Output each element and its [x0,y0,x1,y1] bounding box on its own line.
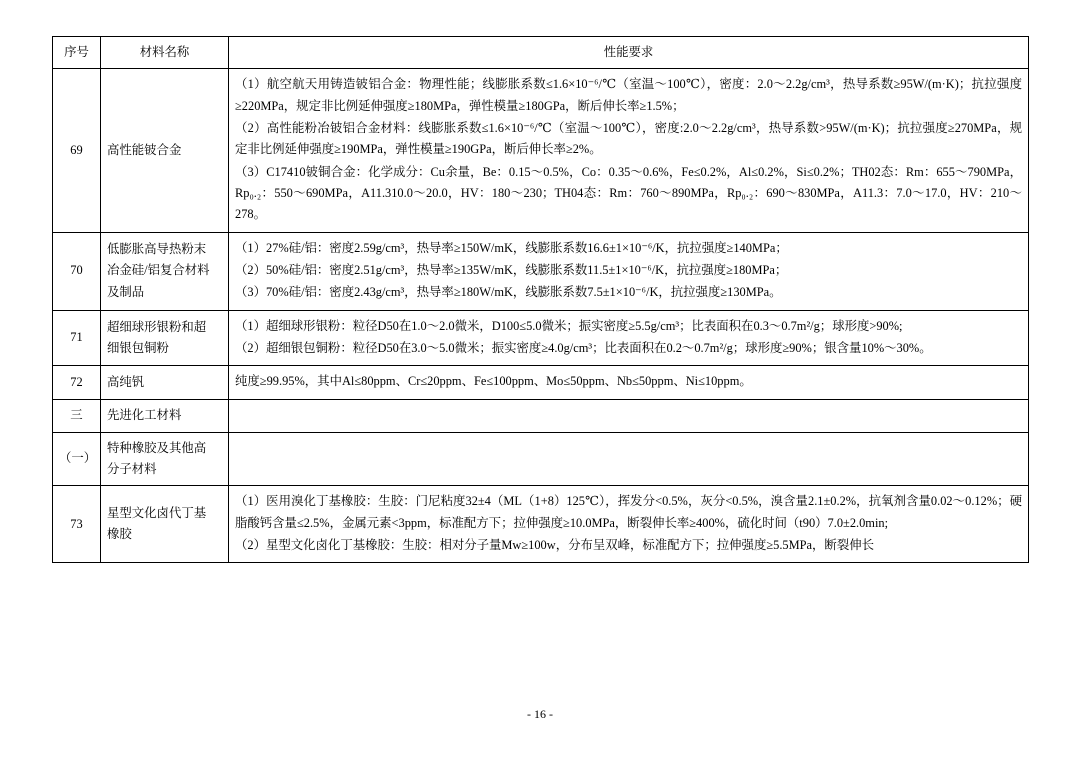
requirement-item: （2）星型文化卤化丁基橡胶：生胶：相对分子量Mw≥100w，分布呈双峰，标准配方下；拉伸强度≥5.5MPa，断裂伸长 [235,537,874,552]
requirement-item: （1）27%硅/铝：密度2.59g/cm³，热导率≥150W/mK，线膨胀系数16.6±1×10⁻⁶/K，抗拉强度≥140MPa； [235,240,788,255]
row-requirements [229,310,1029,366]
row-material-name [101,432,229,486]
requirement-item: （3）70%硅/铝：密度2.43g/cm³，热导率≥180W/mK，线膨胀系数7.5±1×10⁻⁶/K，抗拉强度≥130MPa。 [235,285,782,300]
row-requirements [229,399,1029,432]
page-number: - 16 - [527,707,553,721]
requirement-item: （2）高性能粉冶铍铝合金材料：线膨胀系数≤1.6×10⁻⁶/℃（室温～100℃），密度:2.0～2.2g/cm³，热导系数>95W/(m·K)；抗拉强度≥270MPa，规定非比例延伸强度≥190MPa，弹性模量≥190GPa，断后伸长率≥2%。 [235,120,1022,157]
row-material-name [101,366,229,399]
row-no: 70 [53,232,101,310]
material-name-line: 分子材料 [107,461,157,476]
table-row [53,310,1029,366]
material-name-line: 冶金硅/铝复合材料 [107,263,210,278]
material-name-line: 低膨胀高导热粉末 [107,242,207,257]
row-no: 73 [53,486,101,563]
table-row [53,399,1029,432]
requirement-item: （1）超细球形银粉：粒径D50在1.0～2.0微米，D100≤5.0微米；振实密度≥5.5g/cm³；比表面积在0.3～0.7m²/g；球形度>90%; [235,318,903,333]
material-name-line: 高纯钒 [107,374,145,389]
row-material-name [101,486,229,563]
requirement-item: （3）C17410铍铜合金：化学成分：Cu余量，Be：0.15～0.5%，Co：0.35～0.6%，Fe≤0.2%，Al≤0.2%，Si≤0.2%；TH02态：Rm：655～790MPa，Rp₀.₂：550～690MPa，A11.310.0～20.0，HV：180～230；TH04态：Rm：760～890MPa，Rp₀.₂：690～830MPa，A11.3：7.0～17.0，HV：210～278。 [235,164,1022,222]
row-requirements [229,432,1029,486]
material-name-line: 细银包铜粉 [107,340,169,355]
material-name-line: 特种橡胶及其他高 [107,440,207,455]
table-row [53,366,1029,399]
row-material-name [101,69,229,232]
row-no: 72 [53,366,101,399]
header-name: 材料名称 [101,37,229,69]
row-no: 71 [53,310,101,366]
row-no: 69 [53,69,101,232]
material-name-line: 及制品 [107,284,145,299]
material-name-line: 超细球形银粉和超 [107,319,207,334]
table-row [53,232,1029,310]
requirement-item: （1）航空航天用铸造铍铝合金：物理性能；线膨胀系数≤1.6×10⁻⁶/℃（室温～100℃），密度：2.0～2.2g/cm³，热导系数≥95W/(m·K)；抗拉强度≥220MPa，规定非比例延伸强度≥180MPa，弹性模量≥180GPa，断后伸长率≥1.5%； [235,77,1022,113]
row-no: （一） [53,432,101,486]
material-name-line: 先进化工材料 [107,407,182,422]
requirement-item: 纯度≥99.95%，其中Al≤80ppm、Cr≤20ppm、Fe≤100ppm、Mo≤50ppm、Nb≤50ppm、Ni≤10ppm。 [235,374,752,389]
table-row [53,486,1029,563]
table-row [53,69,1029,232]
table-row [53,432,1029,486]
row-no: 三 [53,399,101,432]
material-name-line: 星型文化卤代丁基 [107,505,207,520]
requirement-item: （2）超细银包铜粉：粒径D50在3.0～5.0微米；振实密度≥4.0g/cm³；比表面积在0.2～0.7m²/g；球形度≥90%；银含量10%～30%。 [235,340,932,355]
row-requirements [229,69,1029,232]
requirement-item: （1）医用溴化丁基橡胶：生胶：门尼粘度32±4（ML（1+8）125℃），挥发分<0.5%，灰分<0.5%，溴含量2.1±0.2%，抗氧剂含量0.02～0.12%；硬脂酸钙含量≤2.5%，金属元素<3ppm，标准配方下；拉伸强度≥10.0MPa，断裂伸长率≥400%，硫化时间（t90）7.0±2.0min; [235,494,1022,530]
row-material-name [101,310,229,366]
row-requirements [229,366,1029,399]
header-no: 序号 [53,37,101,69]
requirement-item: （2）50%硅/铝：密度2.51g/cm³，热导率≥135W/mK，线膨胀系数11.5±1×10⁻⁶/K，抗拉强度≥180MPa； [235,262,788,277]
materials-table [52,36,1029,563]
table-header [53,37,1029,69]
row-requirements [229,486,1029,563]
row-material-name [101,232,229,310]
row-requirements [229,232,1029,310]
row-material-name [101,399,229,432]
table-header-row [53,37,1029,69]
material-name-line: 高性能铍合金 [107,142,182,157]
material-name-line: 橡胶 [107,527,132,542]
table-body [53,69,1029,563]
header-requirements: 性能要求 [229,37,1029,69]
